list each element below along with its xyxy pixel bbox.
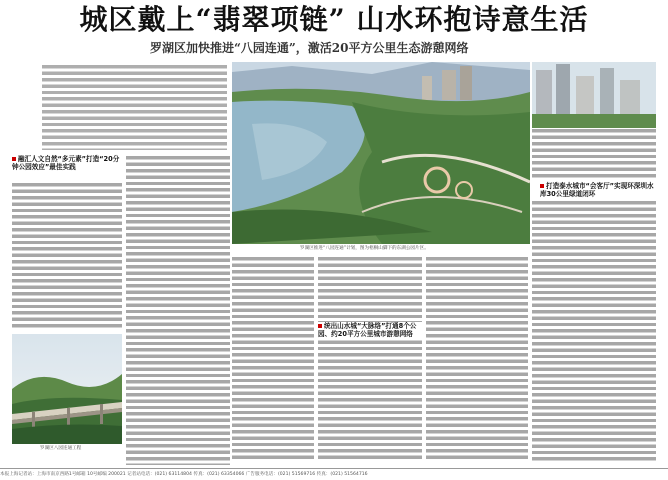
page-footer: 本报上海记者站：上海市南京西路1号邮箱 10号邮编 200021 记者站电话：(021) 63114804 传真：(021) 63354066 广告服务电话：(021) 51569716 传真：(021) 51564716 [0, 468, 668, 480]
page-subheadline: 罗湖区加快推进“八园连通”，激活20平方公里生态游憩网络 [150, 41, 469, 55]
article-column-5 [426, 256, 528, 462]
section-heading-1: 融汇人文自然“多元素”打造“20分钟公园效应”最佳实践 [12, 155, 122, 171]
article-column-3 [232, 256, 314, 462]
bridge-photo-caption: 罗湖区八园连通工程 [40, 446, 82, 451]
city-buildings-photo [532, 62, 656, 128]
article-column-1 [12, 182, 122, 330]
section-heading-3: 打造泰水城市“会客厅”实现环深圳水库30公里绿道闭环 [540, 182, 656, 198]
section-heading-2: 统出山水城“大脉络”打通8个公园、约20平方公里城市游憩网络 [318, 322, 422, 338]
article-column-4 [318, 256, 422, 462]
article-column-2 [126, 155, 230, 465]
article-column-right [532, 200, 656, 462]
article-column-right-top [532, 128, 656, 180]
page-headline: 城区戴上“翡翠项链” 山水环抱诗意生活 [79, 3, 589, 36]
main-photo-caption: 罗湖区推进“八园连通”计划，图为梧桐山脚下的东湖公园片区。 [300, 246, 429, 251]
lead-paragraph [42, 64, 227, 150]
main-aerial-photo [232, 62, 530, 244]
bridge-photo [12, 334, 122, 444]
